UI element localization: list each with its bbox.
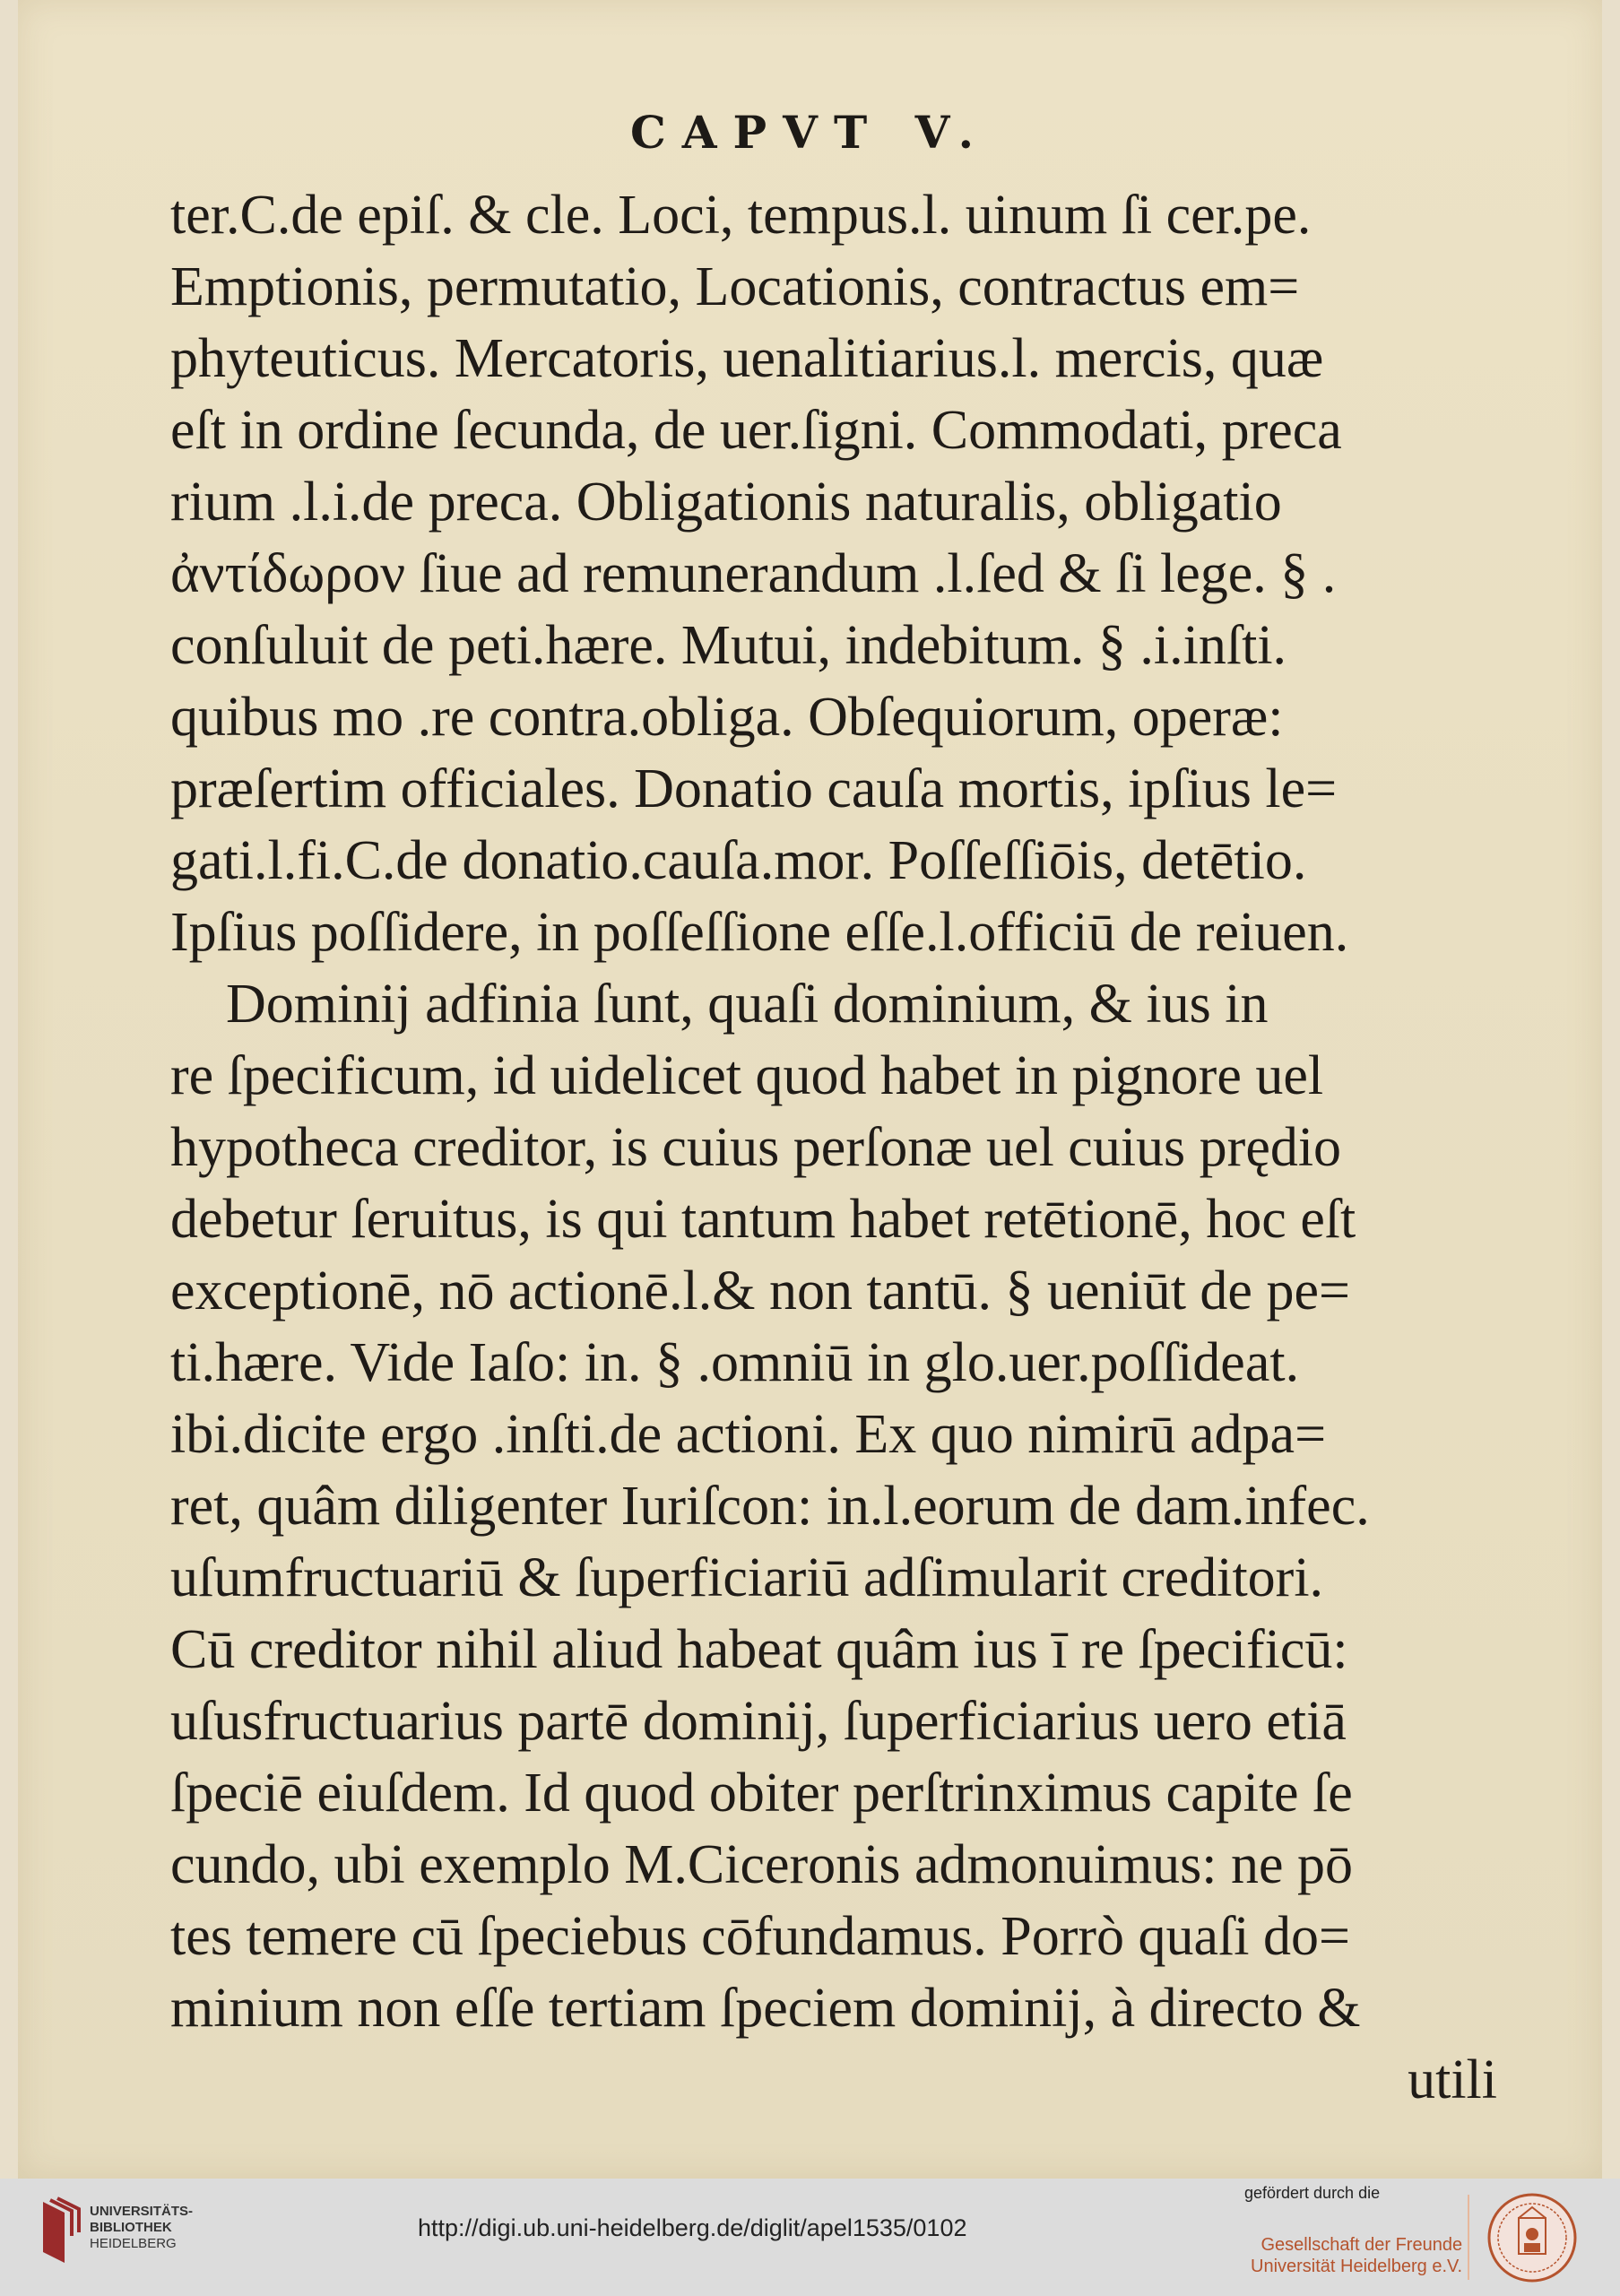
- permalink-url[interactable]: http://digi.ub.uni-heidelberg.de/diglit/apel1535/0102: [418, 2214, 967, 2241]
- text-line: ret, quâm diligenter Iuriſcon: in.l.eorum de dam.infec.: [170, 1476, 1370, 1537]
- library-name-line: BIBLIOTHEK: [90, 2220, 172, 2235]
- library-name-line: HEIDELBERG: [90, 2236, 177, 2251]
- book-page: [18, 0, 1602, 2179]
- text-line: Ipſius poſſidere, in poſſeſſione eſſe.l.officiū de reiuen.: [170, 902, 1349, 963]
- text-line: Cū creditor nihil aliud habeat quâm ius ī re ſpecificū:: [170, 1619, 1348, 1680]
- catchword: utili: [1408, 2049, 1497, 2110]
- text-line: uſumfructuariū & ſuperficiariū adſimularit creditori.: [170, 1547, 1324, 1608]
- text-line: rium .l.i.de preca. Obligationis naturalis, obligatio: [170, 472, 1282, 533]
- text-line: re ſpecificum, id uidelicet quod habet in pignore uel: [170, 1045, 1324, 1106]
- text-line: cundo, ubi exemplo M.Ciceronis admonuimus: ne pō: [170, 1834, 1354, 1895]
- text-line: ſpeciē eiuſdem. Id quod obiter perſtrinximus capite ſe: [170, 1763, 1353, 1824]
- footer-divider: [1468, 2195, 1469, 2280]
- sponsor-name-line: Gesellschaft der Freunde: [1260, 2235, 1463, 2255]
- text-line: gati.l.fi.C.de donatio.cauſa.mor. Poſſeſſiōis, detētio.: [170, 830, 1307, 891]
- university-seal-icon: [1479, 2191, 1585, 2285]
- text-line: debetur ſeruitus, is qui tantum habet retētionē, hoc eſt: [170, 1189, 1356, 1250]
- text-line: hypotheca creditor, is cuius perſonæ uel cuius prędio: [170, 1117, 1342, 1178]
- text-line: eſt in ordine ſecunda, de uer.ſigni. Commodati, preca: [170, 400, 1342, 461]
- text-line: minium non eſſe tertiam ſpeciem dominij, à directo &: [170, 1978, 1361, 2039]
- text-line: ter.C.de epiſ. & cle. Loci, tempus.l. uinum ſi cer.pe.: [170, 185, 1312, 246]
- text-block: [170, 179, 1497, 2116]
- text-line: exceptionē, nō actionē.l.& non tantū. § ueniūt de pe=: [170, 1261, 1350, 1321]
- running-head: CAPVT V.: [629, 106, 991, 159]
- text-line: ti.hære. Vide Iaſo: in. § .omniū in glo.uer.poſſideat.: [170, 1332, 1300, 1393]
- library-name-line: UNIVERSITÄTS-: [90, 2204, 194, 2219]
- text-line: uſusfructuarius partē dominij, ſuperficiarius uero etiā: [170, 1691, 1347, 1752]
- sponsor-name-line: Universität Heidelberg e.V.: [1251, 2257, 1463, 2276]
- text-line: ibi.dicite ergo .inſti.de actioni. Ex quo nimirū adpa=: [170, 1404, 1327, 1465]
- sponsor-name[interactable]: [1251, 2234, 1462, 2277]
- text-line: phyteuticus. Mercatoris, uenalitiarius.l. mercis, quæ: [170, 328, 1324, 389]
- library-name[interactable]: [90, 2204, 193, 2252]
- text-line: conſuluit de peti.hære. Mutui, indebitum. § .i.inſti.: [170, 615, 1287, 676]
- text-line: tes temere cū ſpeciebus cōfundamus. Porrò quaſi do=: [170, 1906, 1350, 1967]
- library-logo-icon: [38, 2196, 81, 2268]
- sponsor-label: gefördert durch die: [1244, 2184, 1381, 2202]
- footer-bar: [0, 2179, 1620, 2296]
- text-line: quibus mo .re contra.obliga. Obſequiorum, operæ:: [170, 687, 1284, 748]
- text-line: præſertim officiales. Donatio cauſa mortis, ipſius le=: [170, 758, 1338, 819]
- text-line: Dominij adfinia ſunt, quaſi dominium, & ius in: [170, 974, 1269, 1035]
- text-line: ἀντίδωρον ſiue ad remunerandum .l.ſed & ſi lege. § .: [170, 543, 1337, 604]
- text-line: Emptionis, permutatio, Locationis, contractus em=: [170, 256, 1300, 317]
